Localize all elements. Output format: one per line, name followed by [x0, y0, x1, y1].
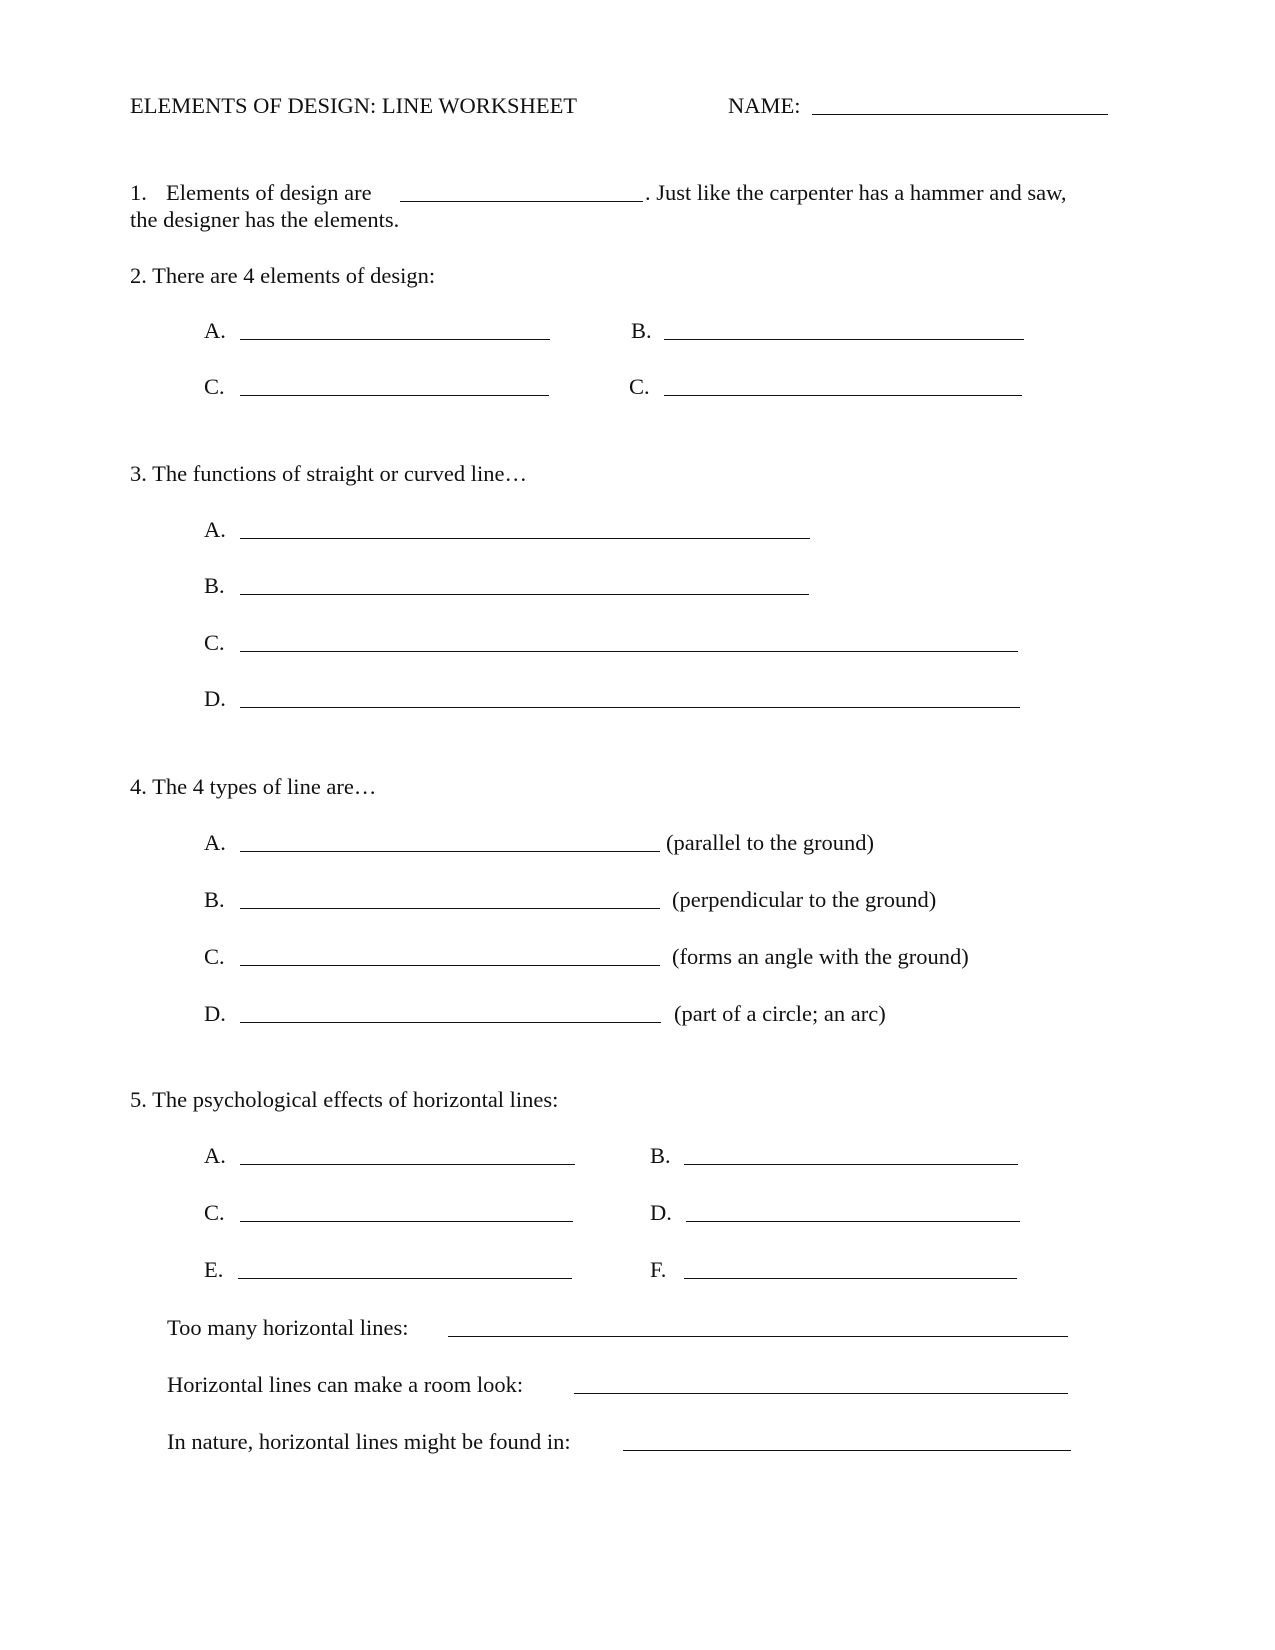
- q3-letter-c: C.: [204, 630, 225, 655]
- q4-letter-a: A.: [204, 830, 226, 855]
- q5-letter-d: D.: [650, 1200, 672, 1225]
- q3-blank-d[interactable]: [240, 707, 1020, 708]
- q4-hint-c: (forms an angle with the ground): [672, 944, 969, 969]
- q5-blank-c[interactable]: [240, 1221, 573, 1222]
- q2-blank-b[interactable]: [664, 339, 1024, 340]
- q2-blank-c[interactable]: [240, 395, 549, 396]
- name-blank[interactable]: [812, 114, 1108, 115]
- q4-prompt: 4. The 4 types of line are…: [130, 774, 377, 799]
- q4-blank-c[interactable]: [240, 965, 660, 966]
- q3-blank-c[interactable]: [240, 651, 1018, 652]
- q2-letter-c2: C.: [629, 374, 650, 399]
- q5-letter-e: E.: [204, 1257, 224, 1282]
- q5-letter-b: B.: [650, 1143, 671, 1168]
- q4-letter-d: D.: [204, 1001, 226, 1026]
- q4-letter-c: C.: [204, 944, 225, 969]
- q2-prompt: 2. There are 4 elements of design:: [130, 263, 436, 288]
- q5-too-many-blank[interactable]: [448, 1336, 1068, 1337]
- q3-letter-b: B.: [204, 573, 225, 598]
- name-label: NAME:: [728, 93, 801, 118]
- q5-blank-a[interactable]: [240, 1164, 575, 1165]
- q3-letter-d: D.: [204, 686, 226, 711]
- q1-blank[interactable]: [400, 201, 643, 202]
- q3-prompt: 3. The functions of straight or curved line…: [130, 461, 527, 486]
- q1-text-line2: the designer has the elements.: [130, 207, 400, 232]
- q4-letter-b: B.: [204, 887, 225, 912]
- q4-hint-b: (perpendicular to the ground): [672, 887, 937, 912]
- q5-nature-blank[interactable]: [623, 1450, 1071, 1451]
- q2-blank-c2[interactable]: [664, 395, 1022, 396]
- q5-room-look-blank[interactable]: [574, 1393, 1068, 1394]
- worksheet-title: ELEMENTS OF DESIGN: LINE WORKSHEET: [130, 93, 578, 118]
- q3-blank-b[interactable]: [240, 594, 809, 595]
- q1-text-before: Elements of design are: [166, 180, 372, 205]
- q4-hint-d: (part of a circle; an arc): [674, 1001, 886, 1026]
- q3-blank-a[interactable]: [240, 538, 810, 539]
- q5-blank-b[interactable]: [684, 1164, 1018, 1165]
- q5-letter-c: C.: [204, 1200, 225, 1225]
- q2-letter-a: A.: [204, 318, 226, 343]
- q5-blank-f[interactable]: [684, 1278, 1017, 1279]
- q4-blank-b[interactable]: [240, 908, 660, 909]
- q5-nature-label: In nature, horizontal lines might be found in:: [167, 1429, 571, 1454]
- q4-blank-d[interactable]: [240, 1022, 661, 1023]
- q2-letter-c: C.: [204, 374, 225, 399]
- q5-prompt: 5. The psychological effects of horizontal lines:: [130, 1087, 559, 1112]
- q5-letter-a: A.: [204, 1143, 226, 1168]
- q2-letter-b: B.: [631, 318, 652, 343]
- q1-number: 1.: [130, 180, 147, 205]
- q5-too-many-label: Too many horizontal lines:: [167, 1315, 409, 1340]
- q4-blank-a[interactable]: [240, 851, 660, 852]
- q5-letter-f: F.: [650, 1257, 667, 1282]
- q5-blank-d[interactable]: [686, 1221, 1020, 1222]
- q1-text-after: . Just like the carpenter has a hammer and saw,: [645, 180, 1067, 205]
- q2-blank-a[interactable]: [240, 339, 550, 340]
- q3-letter-a: A.: [204, 517, 226, 542]
- q5-blank-e[interactable]: [238, 1278, 572, 1279]
- q5-room-look-label: Horizontal lines can make a room look:: [167, 1372, 524, 1397]
- q4-hint-a: (parallel to the ground): [666, 830, 875, 855]
